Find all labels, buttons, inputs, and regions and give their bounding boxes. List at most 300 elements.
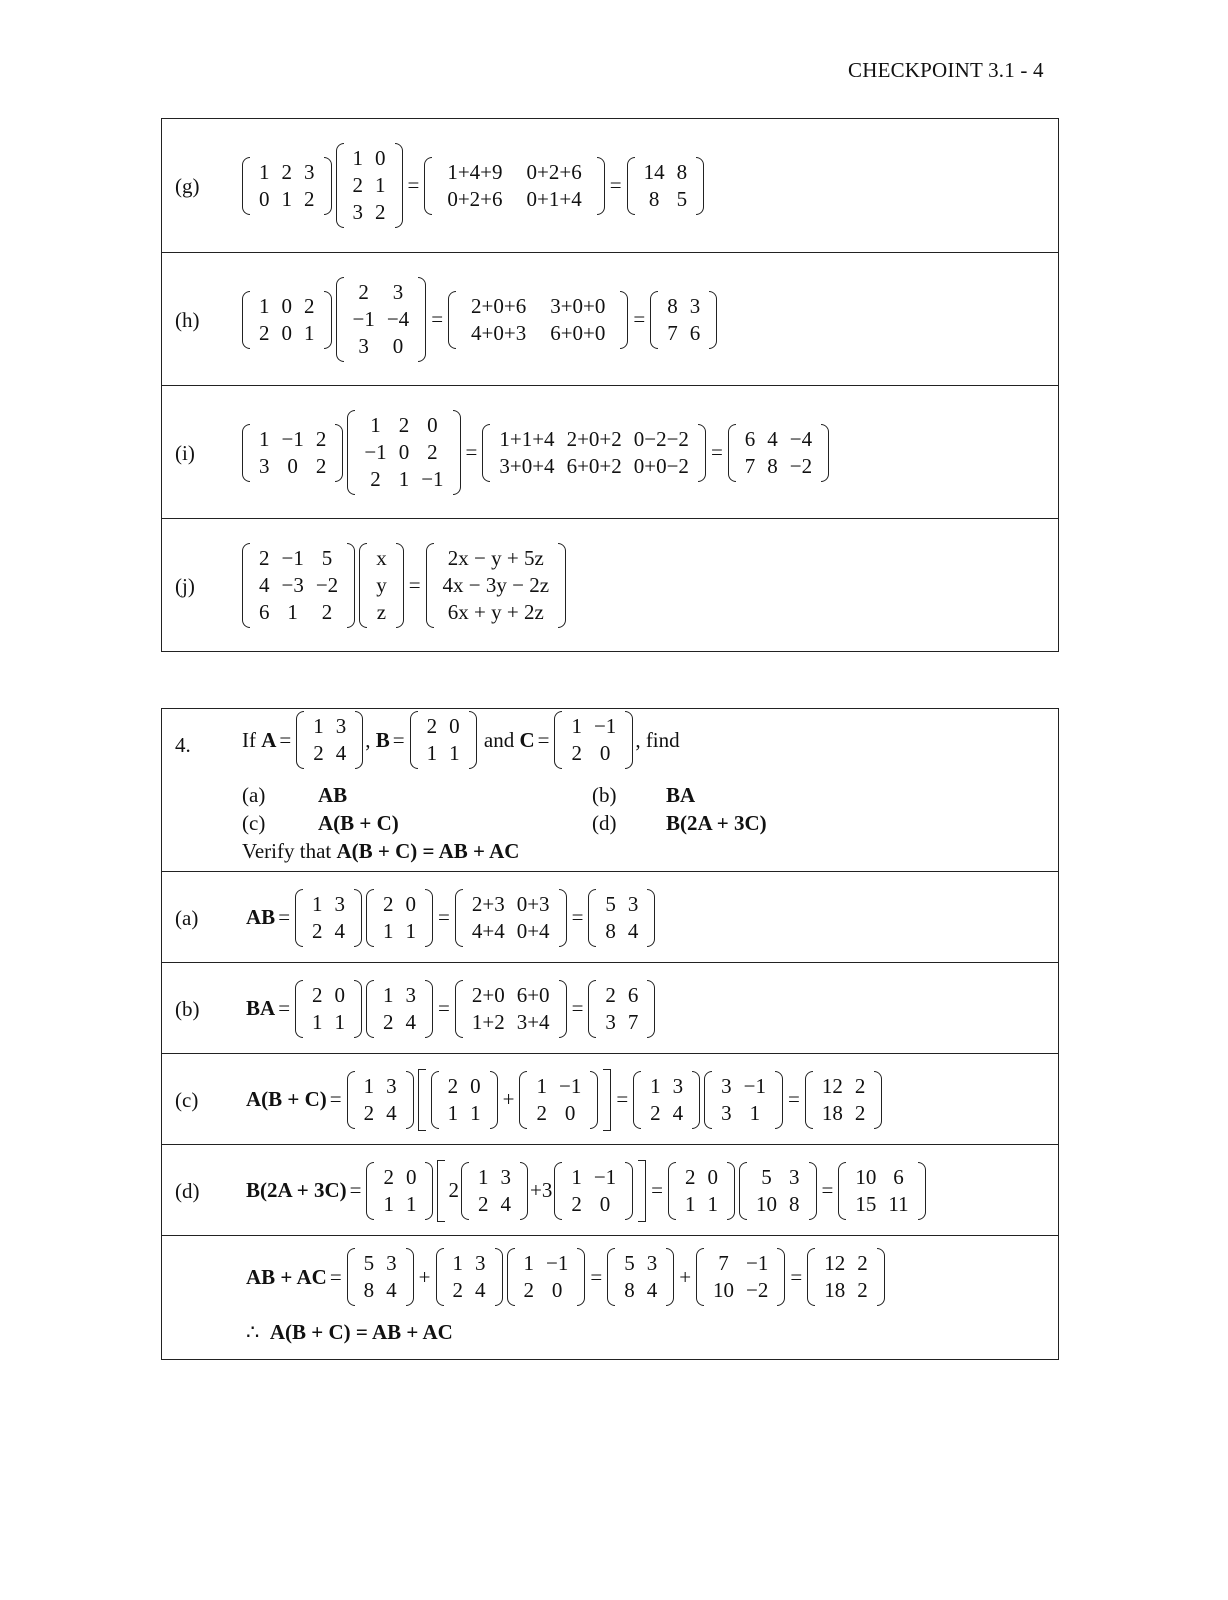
matrix-cell: 6+0+2 — [566, 453, 622, 478]
matrix-row — [849, 1191, 914, 1218]
matrix-row — [347, 306, 416, 333]
matrix-cell: 5 — [605, 891, 616, 916]
matrix-cell: 3 — [335, 714, 347, 738]
matrix-cell: 3 — [392, 280, 404, 304]
row-h — [162, 252, 1058, 386]
matrix-cell: 0+4 — [516, 918, 550, 943]
row-b — [162, 962, 1058, 1054]
matrix-row — [530, 1073, 587, 1100]
matrix-row — [679, 1191, 724, 1218]
matrix-row — [565, 740, 622, 767]
matrix-row — [347, 199, 392, 226]
matrix-cell: 3 — [352, 200, 363, 224]
matrix-cell: 3 — [721, 1100, 732, 1125]
matrix-cell: 2 — [352, 173, 363, 197]
part-d-text: B(2A + 3C) — [666, 811, 767, 835]
matrix-row — [442, 1100, 487, 1127]
matrix-row — [253, 453, 332, 480]
matrix-cell: 0 — [427, 413, 438, 437]
matrix-row — [307, 740, 352, 767]
matrix-cell: −1 — [281, 426, 304, 451]
matrix-cell: 3 — [689, 293, 701, 318]
matrix-row — [306, 982, 351, 1009]
matrix-row — [530, 1100, 587, 1127]
matrix-cell: 1 — [313, 714, 324, 738]
question-number: 4. — [175, 733, 191, 757]
matrix-table — [466, 891, 556, 945]
matrix-row — [644, 1100, 689, 1127]
matrix-row — [849, 1164, 914, 1191]
matrix-cell: 11 — [888, 1191, 909, 1216]
matrix-cell: 0+3 — [516, 891, 550, 916]
matrix — [347, 1248, 414, 1306]
verify-line: Verify that A(B + C) = AB + AC — [242, 839, 520, 863]
expr-i: 1 −1 2 3 0 2 1 2 0 −1 0 2 2 1 −1 = 1+1+4 2+0+2 0−2−2 3+0+4 6+0+2 0+0−2 = 6 4 −4 7 8 −2 — [240, 386, 831, 519]
matrix-row — [472, 1191, 517, 1218]
label-i: (i) — [175, 441, 195, 465]
label-b: (b) — [175, 997, 200, 1021]
matrix-cell: 2 — [650, 1100, 661, 1125]
matrix-row — [358, 466, 449, 493]
matrix-cell: 2 — [452, 1278, 463, 1302]
matrix-cell: 1 — [312, 1009, 323, 1034]
matrix-cell: 7 — [718, 1251, 729, 1275]
matrix-cell: 12 — [821, 1073, 843, 1098]
matrix-table — [849, 1164, 914, 1218]
matrix — [739, 1162, 817, 1220]
matrix-row — [435, 186, 593, 213]
matrix — [295, 980, 362, 1038]
matrix-cell: 2 — [375, 200, 386, 224]
matrix-row — [599, 891, 644, 918]
matrix-cell: 1 — [536, 1073, 547, 1098]
matrix-table — [347, 145, 392, 226]
matrix — [295, 889, 362, 947]
matrix — [704, 1071, 783, 1129]
matrix — [336, 277, 427, 362]
matrix-row — [715, 1073, 772, 1100]
matrix-cell: 1 — [707, 1191, 719, 1216]
matrix-row — [599, 1009, 644, 1036]
matrix-cell: 3 — [386, 1251, 397, 1275]
matrix-cell: 0 — [599, 1191, 611, 1216]
matrix-cell: 3 — [672, 1073, 684, 1098]
solutions-box-1 — [161, 118, 1059, 652]
matrix-cell: 1 — [650, 1073, 661, 1098]
matrix-row — [661, 293, 706, 320]
matrix — [461, 1162, 528, 1220]
matrix-cell: y — [376, 573, 387, 597]
expr-verify: AB + AC = 5 3 8 4 + 1 3 2 4 1 −1 2 0 = 5 3 8 4 + 7 −1 10 −2 = 12 2 18 2 — [246, 1248, 887, 1306]
matrix-row — [661, 320, 706, 347]
matrix — [410, 711, 477, 769]
matrix-cell: 1 — [375, 173, 386, 197]
matrix — [242, 543, 355, 628]
matrix-cell: 1 — [405, 918, 417, 943]
row-c — [162, 1053, 1058, 1145]
matrix-row — [253, 572, 344, 599]
matrix-cell: 3 — [304, 159, 315, 184]
expr-g: 1 2 3 0 1 2 1 0 2 1 3 2 = 1+4+9 0+2+6 0+2+6 0+1+4 = 14 8 8 5 — [240, 119, 706, 252]
matrix — [838, 1162, 925, 1220]
matrix-cell: 2 — [427, 440, 438, 464]
matrix-row — [253, 545, 344, 572]
matrix-cell: 3 — [627, 891, 639, 916]
matrix-cell: 0 — [449, 714, 460, 738]
matrix-row — [377, 891, 422, 918]
matrix-cell: 4x − 3y − 2z — [442, 573, 550, 597]
matrix-cell: 4 — [259, 573, 270, 597]
matrix-cell: 6x + y + 2z — [447, 600, 544, 624]
matrix-table — [644, 1073, 689, 1127]
matrix-cell: 8 — [767, 453, 778, 478]
matrix-cell: 8 — [676, 159, 688, 184]
matrix-table — [530, 1073, 587, 1127]
matrix-cell: 2 — [857, 1278, 868, 1302]
matrix-table — [253, 159, 321, 213]
matrix-cell: 2 — [315, 426, 327, 451]
matrix-table — [493, 426, 695, 480]
matrix-cell: 1 — [287, 600, 298, 624]
matrix — [554, 711, 633, 769]
matrix-cell: 1 — [334, 1009, 346, 1034]
matrix-row — [707, 1277, 774, 1304]
matrix-row — [421, 713, 466, 740]
matrix-cell: 8 — [789, 1191, 800, 1216]
expr-d: B(2A + 3C) = 2 0 1 1 2 1 3 2 4 +3 1 −1 2 0 = 2 0 1 1 5 3 10 8 = 10 6 15 11 — [246, 1145, 928, 1236]
matrix-table — [818, 1250, 874, 1304]
matrix-cell: 4 — [646, 1278, 658, 1302]
matrix-cell: 2 — [447, 1073, 459, 1098]
matrix-row — [599, 982, 644, 1009]
solutions-box-2 — [161, 708, 1059, 1360]
matrix-table — [442, 1073, 487, 1127]
matrix-cell: 3+4 — [516, 1009, 550, 1034]
matrix-row — [818, 1250, 874, 1277]
matrix-table — [347, 279, 416, 360]
matrix-cell: −1 — [593, 1164, 617, 1189]
matrix-table — [599, 982, 644, 1036]
matrix — [366, 889, 433, 947]
matrix-cell: −3 — [281, 573, 304, 597]
label-g: (g) — [175, 174, 200, 198]
matrix-table — [750, 1164, 806, 1218]
matrix — [728, 424, 829, 482]
matrix-row — [816, 1073, 872, 1100]
matrix-row — [466, 891, 556, 918]
matrix-cell: 6 — [627, 982, 639, 1007]
matrix-table — [599, 891, 644, 945]
matrix-cell: 2+0+2 — [566, 426, 622, 451]
matrix-cell: 15 — [855, 1191, 877, 1216]
matrix — [347, 1071, 414, 1129]
matrix-cell: 2 — [857, 1251, 868, 1275]
matrix-row — [307, 713, 352, 740]
label-h: (h) — [175, 308, 200, 332]
matrix-cell: 2 — [315, 453, 327, 478]
matrix-row — [739, 426, 818, 453]
matrix-cell: 1 — [259, 426, 270, 451]
expr-j: 2 −1 5 4 −3 −2 6 1 2 x y z = 2x − y + 5z 4x − 3y − 2z 6x + y + 2z — [240, 519, 568, 652]
matrix-table — [466, 982, 556, 1036]
matrix-cell: −2 — [315, 573, 339, 597]
matrix — [668, 1162, 735, 1220]
page-header: CHECKPOINT 3.1 - 4 — [848, 58, 1044, 82]
matrix-cell: 5 — [761, 1164, 772, 1189]
matrix-row — [253, 599, 344, 626]
matrix-cell: −4 — [386, 307, 410, 331]
matrix-cell: 1 — [452, 1251, 463, 1275]
matrix-cell: 8 — [363, 1278, 375, 1302]
matrix-cell: 3 — [789, 1164, 800, 1189]
matrix-cell: 2 — [370, 467, 381, 491]
matrix-row — [565, 1164, 622, 1191]
label-j: (j) — [175, 574, 195, 598]
matrix-cell: 2 — [358, 280, 369, 304]
matrix-cell: 5 — [676, 186, 688, 211]
row-d — [162, 1144, 1058, 1236]
matrix-cell: 2 — [536, 1100, 547, 1125]
matrix-cell: −1 — [593, 714, 617, 738]
matrix-cell: x — [376, 546, 387, 570]
matrix-table — [306, 891, 351, 945]
matrix-cell: 2 — [571, 741, 582, 765]
row-question — [162, 709, 1058, 871]
matrix-cell: 18 — [821, 1100, 843, 1125]
matrix-table — [377, 1164, 422, 1218]
matrix-row — [565, 1191, 622, 1218]
part-c-label: (c) — [242, 811, 266, 835]
matrix-cell: 0+1+4 — [526, 186, 582, 211]
matrix-cell: 6 — [689, 320, 701, 345]
matrix-row — [750, 1164, 806, 1191]
matrix-cell: 2 — [523, 1278, 534, 1302]
matrix-row — [377, 1164, 422, 1191]
row-i — [162, 385, 1058, 519]
matrix-cell: 0 — [564, 1100, 576, 1125]
matrix-cell: −2 — [789, 453, 813, 478]
matrix-cell: 1 — [749, 1100, 761, 1125]
matrix-row — [370, 599, 393, 626]
matrix-row — [750, 1191, 806, 1218]
matrix-cell: 18 — [824, 1278, 846, 1302]
matrix-table — [565, 713, 622, 767]
matrix-cell: 0 — [405, 891, 417, 916]
matrix-table — [370, 545, 393, 626]
matrix-cell: 2 — [321, 600, 333, 624]
matrix-cell: 3 — [721, 1073, 732, 1098]
matrix — [507, 1248, 586, 1306]
matrix-table — [638, 159, 694, 213]
matrix-cell: 3 — [358, 334, 369, 358]
matrix-table — [447, 1250, 492, 1304]
matrix-cell: 1 — [398, 467, 410, 491]
matrix-row — [466, 918, 556, 945]
matrix-cell: 2 — [259, 320, 270, 345]
matrix-row — [347, 145, 392, 172]
matrix-cell: 14 — [643, 159, 665, 184]
matrix-table — [437, 545, 556, 626]
matrix-cell: 3 — [386, 1073, 397, 1098]
row-a — [162, 871, 1058, 963]
matrix-row — [306, 918, 351, 945]
matrix-cell: 8 — [624, 1278, 635, 1302]
matrix-row — [377, 1191, 422, 1218]
matrix-cell: 1 — [352, 146, 363, 170]
matrix-cell: 0 — [334, 982, 346, 1007]
matrix-cell: 4 — [335, 741, 347, 765]
matrix-cell: 2 — [313, 741, 324, 765]
matrix-cell: 0 — [405, 1164, 417, 1189]
matrix-table — [565, 1164, 622, 1218]
matrix-cell: 0+2+6 — [447, 186, 503, 211]
matrix-cell: 3 — [605, 1009, 616, 1034]
part-b-text: BA — [666, 783, 696, 807]
matrix-cell: 1 — [571, 1164, 582, 1189]
matrix-cell: 1 — [523, 1251, 534, 1275]
matrix-cell: −1 — [364, 440, 387, 464]
matrix-row — [306, 1009, 351, 1036]
matrix-cell: 2 — [259, 546, 270, 570]
matrix-cell: 2 — [312, 918, 323, 943]
matrix-row — [347, 333, 416, 360]
matrix-row — [518, 1250, 575, 1277]
matrix-cell: 2+0+6 — [471, 293, 527, 318]
matrix-cell: 2 — [685, 1164, 696, 1189]
row-g — [162, 119, 1058, 252]
matrix-cell: 1 — [571, 714, 582, 738]
matrix-cell: 10 — [713, 1278, 735, 1302]
matrix — [347, 410, 460, 495]
matrix-cell: 7 — [744, 453, 756, 478]
matrix-table — [307, 713, 352, 767]
bracket-group: 2 1 3 2 4 +3 1 −1 2 0 — [437, 1160, 646, 1222]
matrix-cell: 4 — [672, 1100, 684, 1125]
matrix-table — [661, 293, 706, 347]
matrix-row — [358, 1073, 403, 1100]
matrix-cell: 0+2+6 — [526, 159, 582, 184]
matrix-row — [358, 1250, 403, 1277]
matrix-cell: 4 — [405, 1009, 417, 1034]
matrix-cell: 1 — [312, 891, 323, 916]
matrix-cell: 1 — [383, 1191, 394, 1216]
matrix-cell: 8 — [648, 186, 660, 211]
matrix-cell: 5 — [321, 546, 333, 570]
matrix-cell: 0 — [599, 741, 611, 765]
matrix-table — [377, 982, 422, 1036]
matrix-cell: 2 — [477, 1191, 489, 1216]
matrix-row — [442, 1073, 487, 1100]
matrix — [242, 424, 343, 482]
matrix-cell: 1 — [281, 186, 292, 211]
matrix-cell: 2 — [854, 1100, 866, 1125]
matrix — [633, 1071, 700, 1129]
matrix — [696, 1248, 785, 1306]
matrix-row — [347, 172, 392, 199]
matrix-row — [707, 1250, 774, 1277]
matrix-table — [421, 713, 466, 767]
matrix-cell: −1 — [558, 1073, 582, 1098]
matrix-cell: 0 — [281, 293, 292, 318]
matrix-cell: 8 — [667, 293, 678, 318]
matrix-row — [437, 572, 556, 599]
matrix-table — [816, 1073, 872, 1127]
matrix-row — [816, 1100, 872, 1127]
matrix-cell: 6 — [259, 600, 270, 624]
matrix-table — [435, 159, 593, 213]
matrix-row — [638, 159, 694, 186]
matrix-cell: 1 — [477, 1164, 489, 1189]
matrix-cell: 2+0 — [471, 982, 505, 1007]
matrix-cell: −1 — [281, 546, 304, 570]
matrix-cell: 1+1+4 — [499, 426, 555, 451]
matrix-row — [447, 1277, 492, 1304]
matrix-row — [466, 1009, 556, 1036]
matrix-cell: 6 — [744, 426, 756, 451]
matrix-cell: 4 — [386, 1100, 397, 1125]
matrix-row — [253, 293, 321, 320]
matrix-cell: 7 — [627, 1009, 639, 1034]
matrix-row — [638, 186, 694, 213]
matrix-row — [472, 1164, 517, 1191]
matrix — [436, 1248, 503, 1306]
matrix-cell: 0 — [470, 1073, 481, 1098]
matrix-cell: 1 — [470, 1100, 481, 1125]
matrix-row — [437, 599, 556, 626]
matrix-row — [306, 891, 351, 918]
matrix-cell: 12 — [824, 1251, 846, 1275]
matrix — [366, 1162, 433, 1220]
matrix-row — [377, 982, 422, 1009]
matrix-cell: 3 — [334, 891, 346, 916]
matrix-table — [253, 545, 344, 626]
matrix-row — [715, 1100, 772, 1127]
conclusion: ∴ A(B + C) = AB + AC — [246, 1320, 453, 1344]
matrix-cell: 1 — [370, 413, 381, 437]
matrix — [448, 291, 628, 349]
matrix-cell: 4 — [386, 1278, 397, 1302]
matrix-cell: 2 — [605, 982, 616, 1007]
matrix-cell: 4+4 — [471, 918, 505, 943]
matrix-table — [377, 891, 422, 945]
matrix — [519, 1071, 598, 1129]
matrix-row — [253, 426, 332, 453]
matrix-cell: −1 — [352, 307, 375, 331]
matrix-table — [472, 1164, 517, 1218]
matrix — [366, 980, 433, 1038]
matrix-cell: −1 — [743, 1073, 767, 1098]
matrix-cell: 3+0+0 — [550, 293, 606, 318]
matrix-row — [253, 159, 321, 186]
matrix-cell: 0 — [398, 440, 410, 464]
matrix-row — [818, 1277, 874, 1304]
matrix-cell: 4 — [334, 918, 346, 943]
matrix-cell: 2 — [383, 1009, 394, 1034]
matrix-row — [358, 1100, 403, 1127]
matrix-cell: 3 — [259, 453, 270, 478]
matrix-cell: 7 — [667, 320, 678, 345]
matrix-cell: 3 — [475, 1251, 486, 1275]
matrix-cell: 4 — [627, 918, 639, 943]
matrix-row — [679, 1164, 724, 1191]
matrix-cell: 0 — [287, 453, 298, 478]
matrix-row — [370, 545, 393, 572]
matrix-row — [370, 572, 393, 599]
matrix-row — [459, 320, 617, 347]
matrix-row — [421, 740, 466, 767]
label-c: (c) — [175, 1088, 199, 1112]
matrix-cell: 2 — [398, 413, 410, 437]
